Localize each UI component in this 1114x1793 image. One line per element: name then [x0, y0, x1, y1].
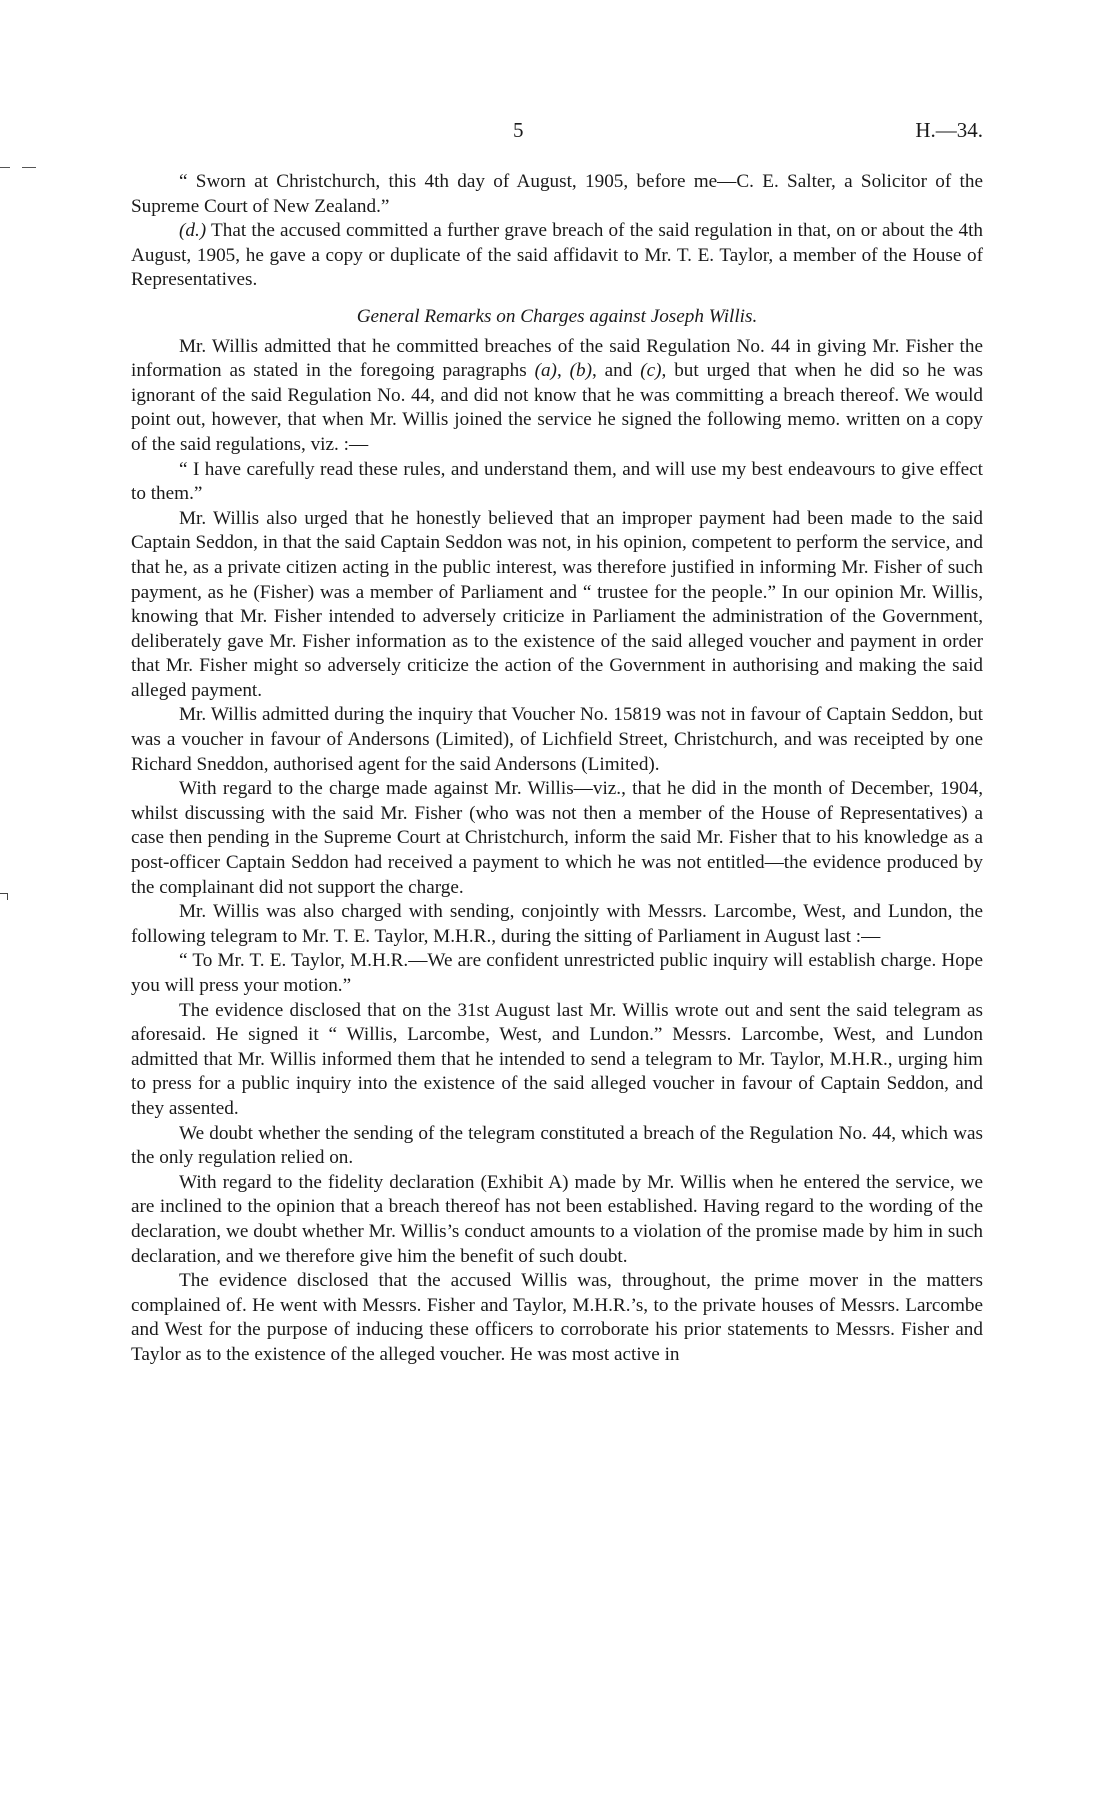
paragraph-voucher: Mr. Willis admitted during the inquiry that Voucher No. 15819 was not in favour of Captain Seddon, but was a voucher in favour of Andersons (Limited), of Lichfield Street, Christchurch, and was receipted by one Richard Sneddon, authorised agent for the said Andersons (Limited).: [131, 704, 983, 775]
paragraph-admission: [131, 335, 983, 458]
document-page: [131, 118, 983, 1758]
paragraph-affidavit-close: “ Sworn at Christchurch, this 4th day of August, 1905, before me—C. E. Salter, a Solicitor of the Supreme Court of New Zealand.”: [131, 171, 983, 217]
paragraph-text: Mr. Willis admitted that he committed breaches of the said Regulation No. 44 in giving Mr. Fisher the information as stated in the foregoing paragraphs: [131, 335, 983, 382]
paragraph-text: ,: [556, 360, 570, 382]
paragraph-regulation-doubt: We doubt whether the sending of the telegram constituted a breach of the Regulation No. 44, which was the only regulation relied on.: [131, 1122, 983, 1169]
paragraph-charge-d: [131, 219, 983, 293]
paragraph-text: That the accused committed a further grave breach of the said regulation in that, on or about the 4th August, 1905, he gave a copy or duplicate of the said affidavit to Mr. T. E. Taylor, a member of the House of Representatives.: [131, 220, 983, 291]
paragraph-fidelity-declaration: With regard to the fidelity declaration (Exhibit A) made by Mr. Willis when he entered the service, we are inclined to the opinion that a breach thereof has not been established. Having regard to the wording of the declaration, we doubt whether Mr. Willis’s conduct amounts to a violation of the promise made by him in such declaration, and we therefore give him the benefit of such doubt.: [131, 1171, 983, 1267]
body-text: [131, 170, 983, 1368]
clause-ref: (a): [534, 360, 557, 382]
margin-mark: [0, 167, 10, 168]
document-reference: H.—34.: [915, 118, 983, 142]
margin-mark: [22, 167, 36, 168]
clause-ref: (c): [640, 360, 662, 382]
margin-mark: [0, 893, 8, 900]
paragraph-honest-belief: Mr. Willis also urged that he honestly believed that an improper payment had been made to the said Captain Seddon, in that the said Captain Seddon was not, in his opinion, competent to perform the service, and that he, as a private citizen acting in the public interest, was therefore justified in informing Mr. Fisher of such payment, as he (Fisher) was a member of Parliament and “ trustee for the people.” In our opinion Mr. Willis, knowing that Mr. Fisher intended to adversely criticize in Parliament the administration of the Government, deliberately gave Mr. Fisher information as to the existence of the said alleged voucher and payment in order that Mr. Fisher might so adversely criticize the action of the Government in authorising and making the said alleged payment.: [131, 507, 983, 701]
clause-label: (d.): [179, 220, 207, 242]
page-number: 5: [513, 118, 524, 142]
paragraph-prime-mover: The evidence disclosed that the accused Willis was, throughout, the prime mover in the matters complained of. He went with Messrs. Fisher and Taylor, M.H.R.’s, to the private houses of Messrs. Larcombe and West for the purpose of inducing these officers to corroborate his prior statements to Messrs. Fisher and Taylor as to the existence of the alleged voucher. He was most active in: [131, 1270, 983, 1365]
section-heading: General Remarks on Charges against Joseph Willis.: [356, 305, 758, 327]
clause-ref: (b): [569, 360, 592, 382]
paragraph-text: , and: [591, 360, 641, 382]
paragraph-december-charge: With regard to the charge made against Mr. Willis—viz., that he did in the month of December, 1904, whilst discussing with the said Mr. Fisher (who was not then a member of the House of Representatives) a case then pending in the Supreme Court at Christchurch, inform the said Mr. Fisher that to his knowledge as a post-officer Captain Seddon had received a payment to which he was not entitled—the evidence produced by the complainant did not support the charge.: [131, 778, 983, 898]
paragraph-text: , but urged that when he did so he was ignorant of the said Regulation No. 44, and did not know that he was committing a breach thereof. We would point out, however, that when Mr. Willis joined the service he signed the following memo. written on a copy of the said regulations, viz. :—: [131, 360, 983, 455]
paragraph-telegram-evidence: The evidence disclosed that on the 31st August last Mr. Willis wrote out and sent the said telegram as aforesaid. He signed it “ Willis, Larcombe, West, and Lundon.” Messrs. Larcombe, West, and Lundon admitted that Mr. Willis informed them that he intended to send a telegram to Mr. Taylor, M.H.R., urging him to press for a public inquiry into the existence of the said alleged voucher in favour of Captain Seddon, and they assented.: [131, 999, 983, 1119]
paragraph-telegram-charge: Mr. Willis was also charged with sending, conjointly with Messrs. Larcombe, West, and Lundon, the following telegram to Mr. T. E. Taylor, M.H.R., during the sitting of Parliament in August last :—: [131, 901, 983, 947]
paragraph-telegram-quote: “ To Mr. T. E. Taylor, M.H.R.—We are confident unrestricted public inquiry will establish charge. Hope you will press your motion.”: [131, 950, 983, 996]
paragraph-memo-quote: “ I have carefully read these rules, and understand them, and will use my best endeavours to give effect to them.”: [131, 458, 983, 505]
